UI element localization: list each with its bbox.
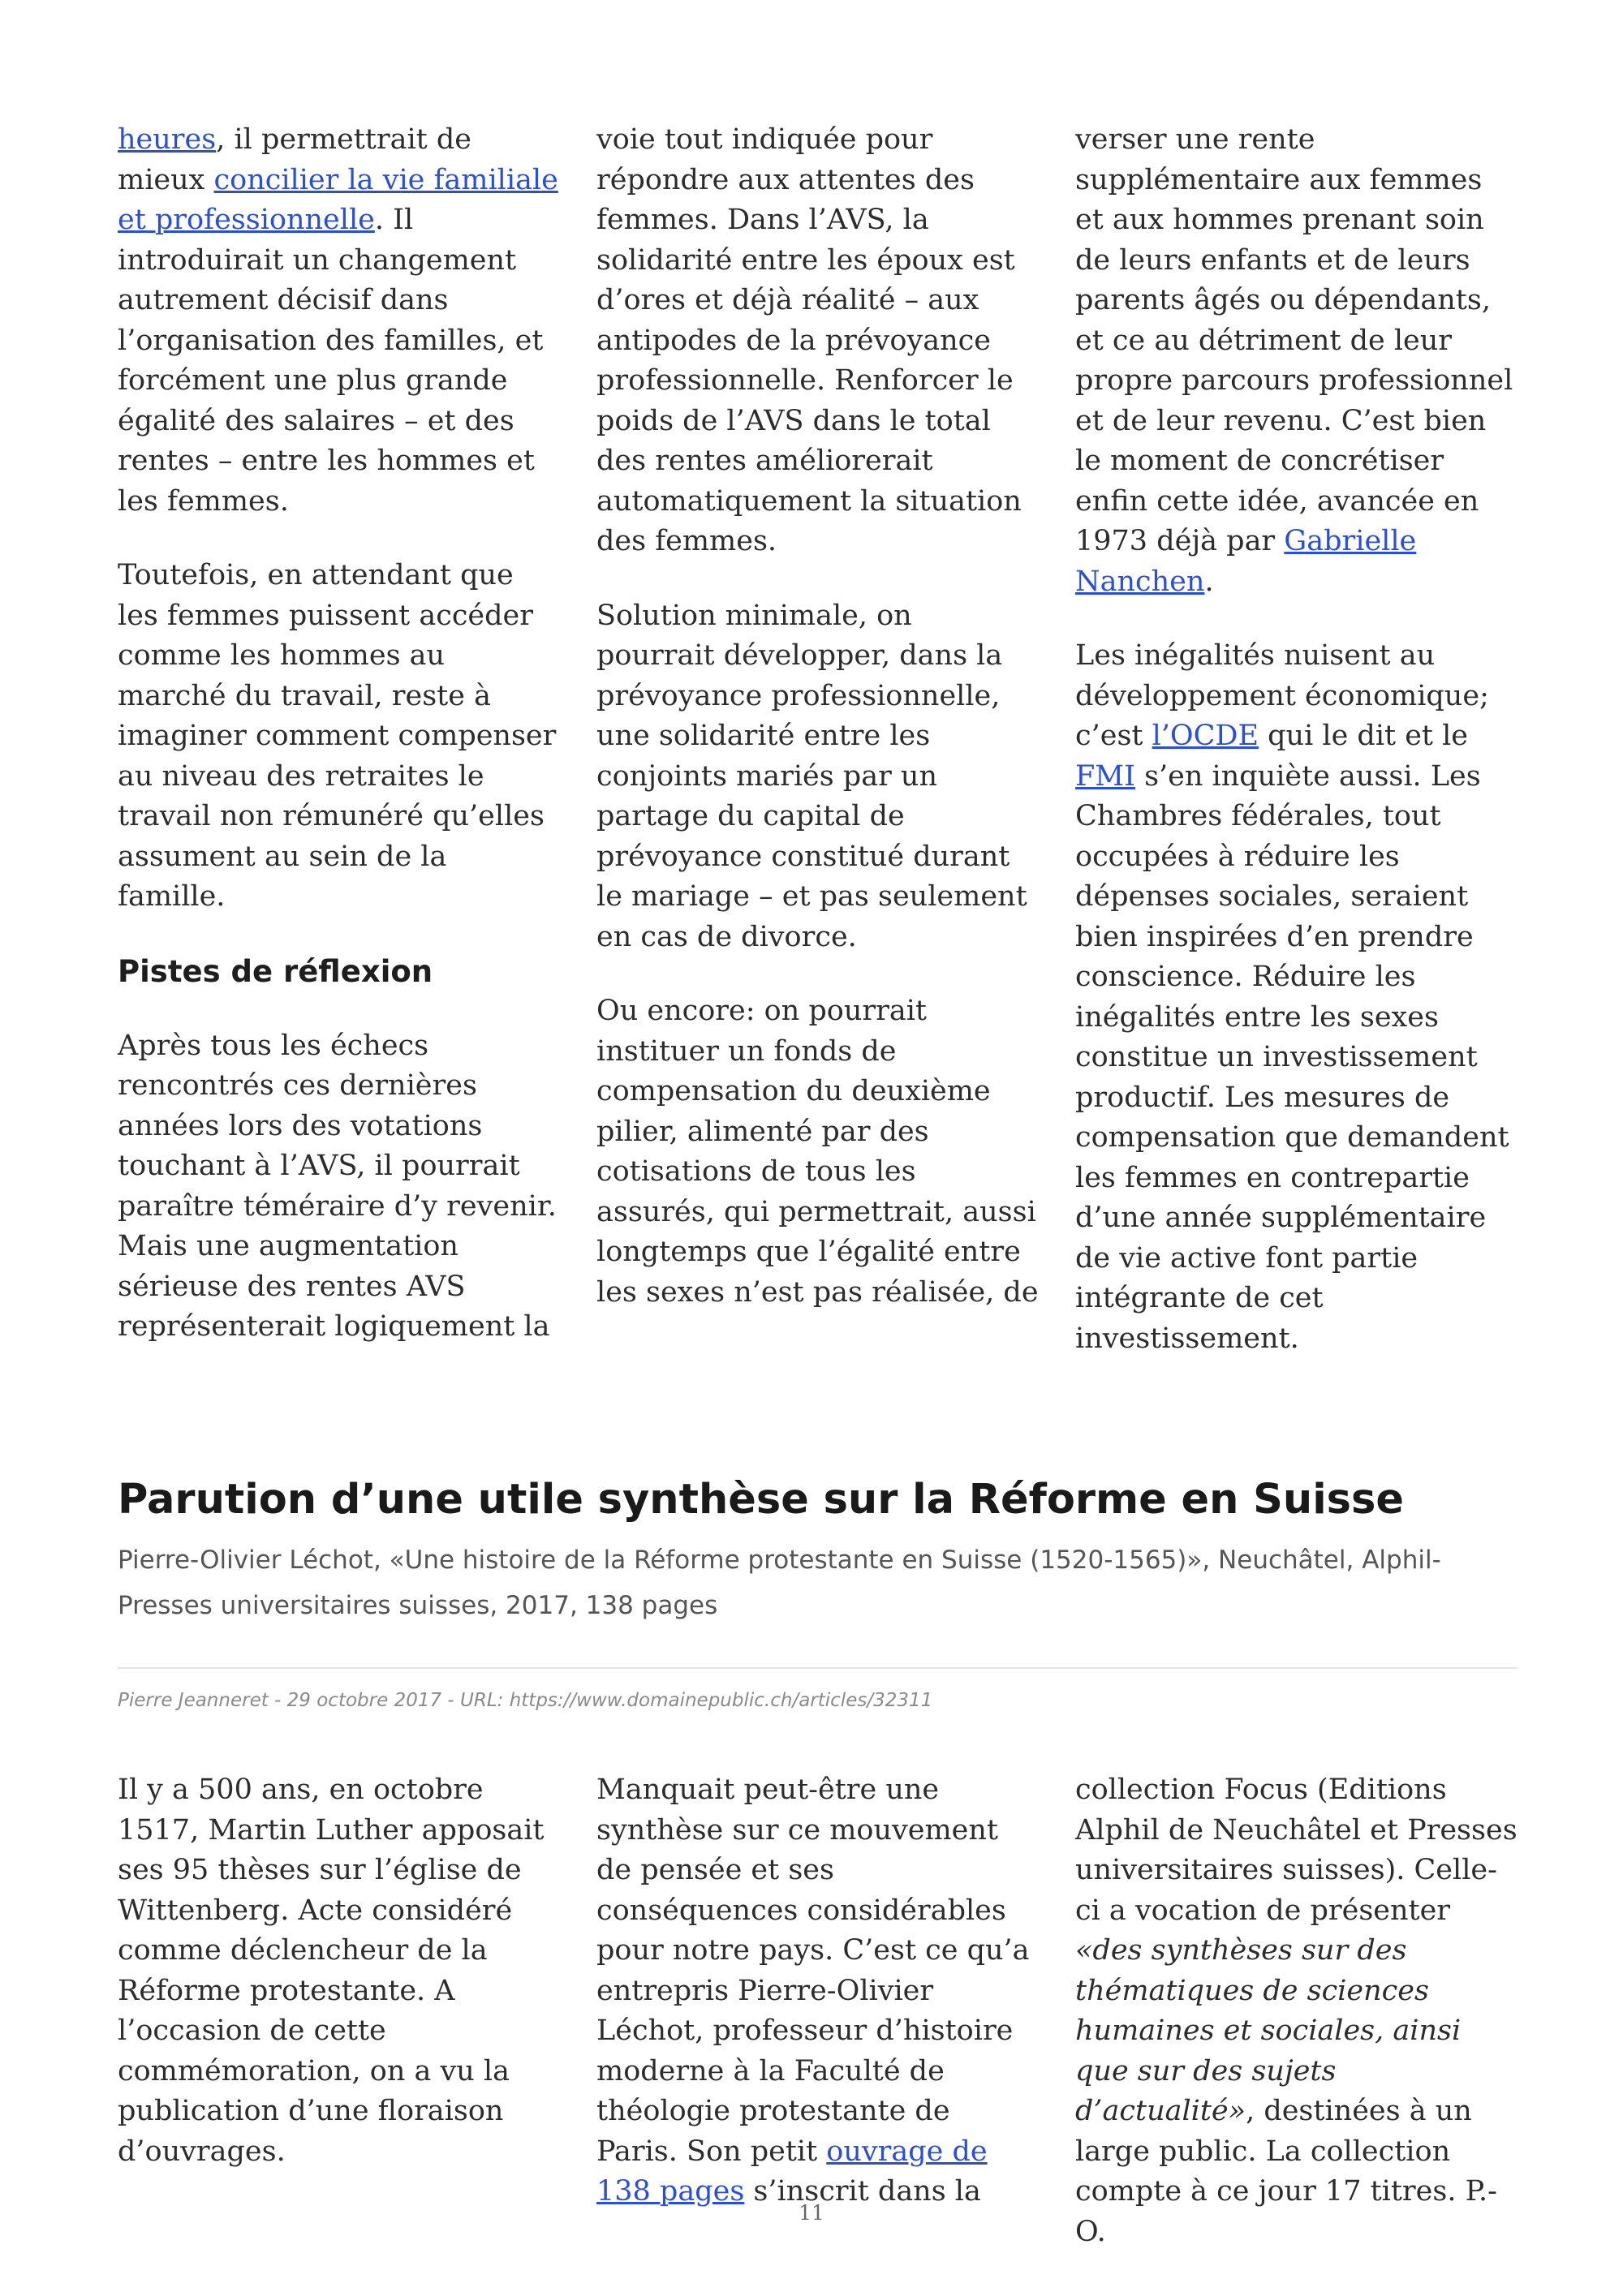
paragraph: Toutefois, en attendant que les femmes puissent accéder comme les hommes au marché du travail, reste à imaginer comment compenser au niveau des retraites le travail non rémunéré qu’elles assument au sein de la famille. [118, 559, 557, 913]
paragraph: Il y a 500 ans, en octobre 1517, Martin Luther apposait ses 95 thèses sur l’église de Wittenberg. Acte considéré comme déclencheur de la Réforme protestante. A l’occasion de cette commémoration, on a vu la publication d’une floraison d’ouvrages. [118, 1774, 545, 2168]
article-meta: Pierre Jeanneret - 29 octobre 2017 - URL: https://www.domainepublic.ch/articles/32311 [118, 1690, 933, 1711]
column-3 [1075, 120, 1518, 1393]
paragraph: collection Focus (Editions Alphil de Neuchâtel et Presses universitaires suisses). Celle-ci a vocation de présenter «des synthèses sur des thématiques de sciences humaines et sociales, ainsi que sur des sujets d’actualité», destinées à un large public. La collection compte à ce jour 17 titres. P.-O. [1075, 1774, 1518, 2248]
paragraph: Après tous les échecs rencontrés ces dernières années lors des votations touchant à l’AVS, il pourrait paraître téméraire d’y revenir. Mais une augmentation sérieuse des rentes AVS représenterait logiquement la [118, 1029, 557, 1343]
paragraph: Les inégalités nuisent au développement économique; c’est l’OCDE qui le dit et le FMI s’en inquiète aussi. Les Chambres fédérales, tout occupées à réduire les dépenses sociales, seraient bien inspirées d’en prendre conscience. Réduire les inégalités entre les sexes constitue un investissement productif. Les mesures de compensation que demandent les femmes en contrepartie d’une année supplémentaire de vie active font partie intégrante de cet investissement. [1075, 639, 1509, 1355]
paragraph: Solution minimale, on pourrait développer, dans la prévoyance professionnelle, une solidarité entre les conjoints mariés par un partage du capital de prévoyance constitué durant le mariage – et pas seulement en cas de divorce. [596, 599, 1027, 953]
article-title: Parution d’une utile synthèse sur la Réforme en Suisse [118, 1476, 1404, 1524]
section-heading: Pistes de réflexion [118, 953, 433, 989]
paragraph: Ou encore: on pourrait instituer un fonds de compensation du deuxième pilier, alimenté par des cotisations de tous les assurés, qui permettrait, aussi longtemps que l’égalité entre les sexes n’est pas réalisée, de [596, 995, 1039, 1309]
article-subtitle: Pierre-Olivier Léchot, «Une histoire de la Réforme protestante en Suisse (1520-1565)», Neuchâtel, Alphil-Presses universitaires suisses, 2017, 138 pages [118, 1546, 1441, 1620]
link-gabrielle-nanchen[interactable]: Gabrielle Nanchen [1075, 525, 1417, 598]
link-ocde[interactable]: l’OCDE [1152, 720, 1259, 752]
paragraph: verser une rente supplémentaire aux femmes et aux hommes prenant soin de leurs enfants et de leurs parents âgés ou dépendants, et ce au détriment de leur propre parcours professionnel et de leur revenu. C’est bien le moment de concrétiser enfin cette idée, avancée en 1973 déjà par Gabrielle Nanchen. [1075, 123, 1513, 598]
link-ouvrage-138-pages[interactable]: ouvrage de 138 pages [596, 2135, 988, 2208]
top-columns [118, 120, 1518, 1393]
column-2 [596, 120, 1039, 1393]
column-1 [118, 120, 560, 1393]
paragraph: Manquait peut-être une synthèse sur ce mouvement de pensée et ses conséquences considérables pour notre pays. C’est ce qu’a entrepris Pierre-Olivier Léchot, professeur d’histoire moderne à la Faculté de théologie protestante de Paris. Son petit ouvrage de 138 pages s’inscrit dans la [596, 1774, 1030, 2208]
link-fmi[interactable]: FMI [1075, 759, 1135, 793]
paragraph: heures, il permettrait de mieux concilier la vie familiale et professionnelle. Il introduirait un changement autrement décisif dans l’organisation des familles, et forcément une plus grande égalité des salaires – et des rentes – entre les hommes et les femmes. [118, 123, 558, 518]
page-number: 11 [799, 2201, 824, 2225]
link-concilier-vie[interactable]: concilier la vie familiale et professionnelle [118, 163, 558, 236]
quote: «des synthèses sur des thématiques de sciences humaines et sociales, ainsi que sur des sujets d’actualité» [1075, 1934, 1462, 2127]
link-heures[interactable]: heures [118, 123, 217, 156]
divider [118, 1667, 1518, 1669]
paragraph: voie tout indiquée pour répondre aux attentes des femmes. Dans l’AVS, la solidarité entre les époux est d’ores et déjà réalité – aux antipodes de la prévoyance professionnelle. Renforcer le poids de l’AVS dans le total des rentes améliorerait automatiquement la situation des femmes. [596, 123, 1022, 557]
